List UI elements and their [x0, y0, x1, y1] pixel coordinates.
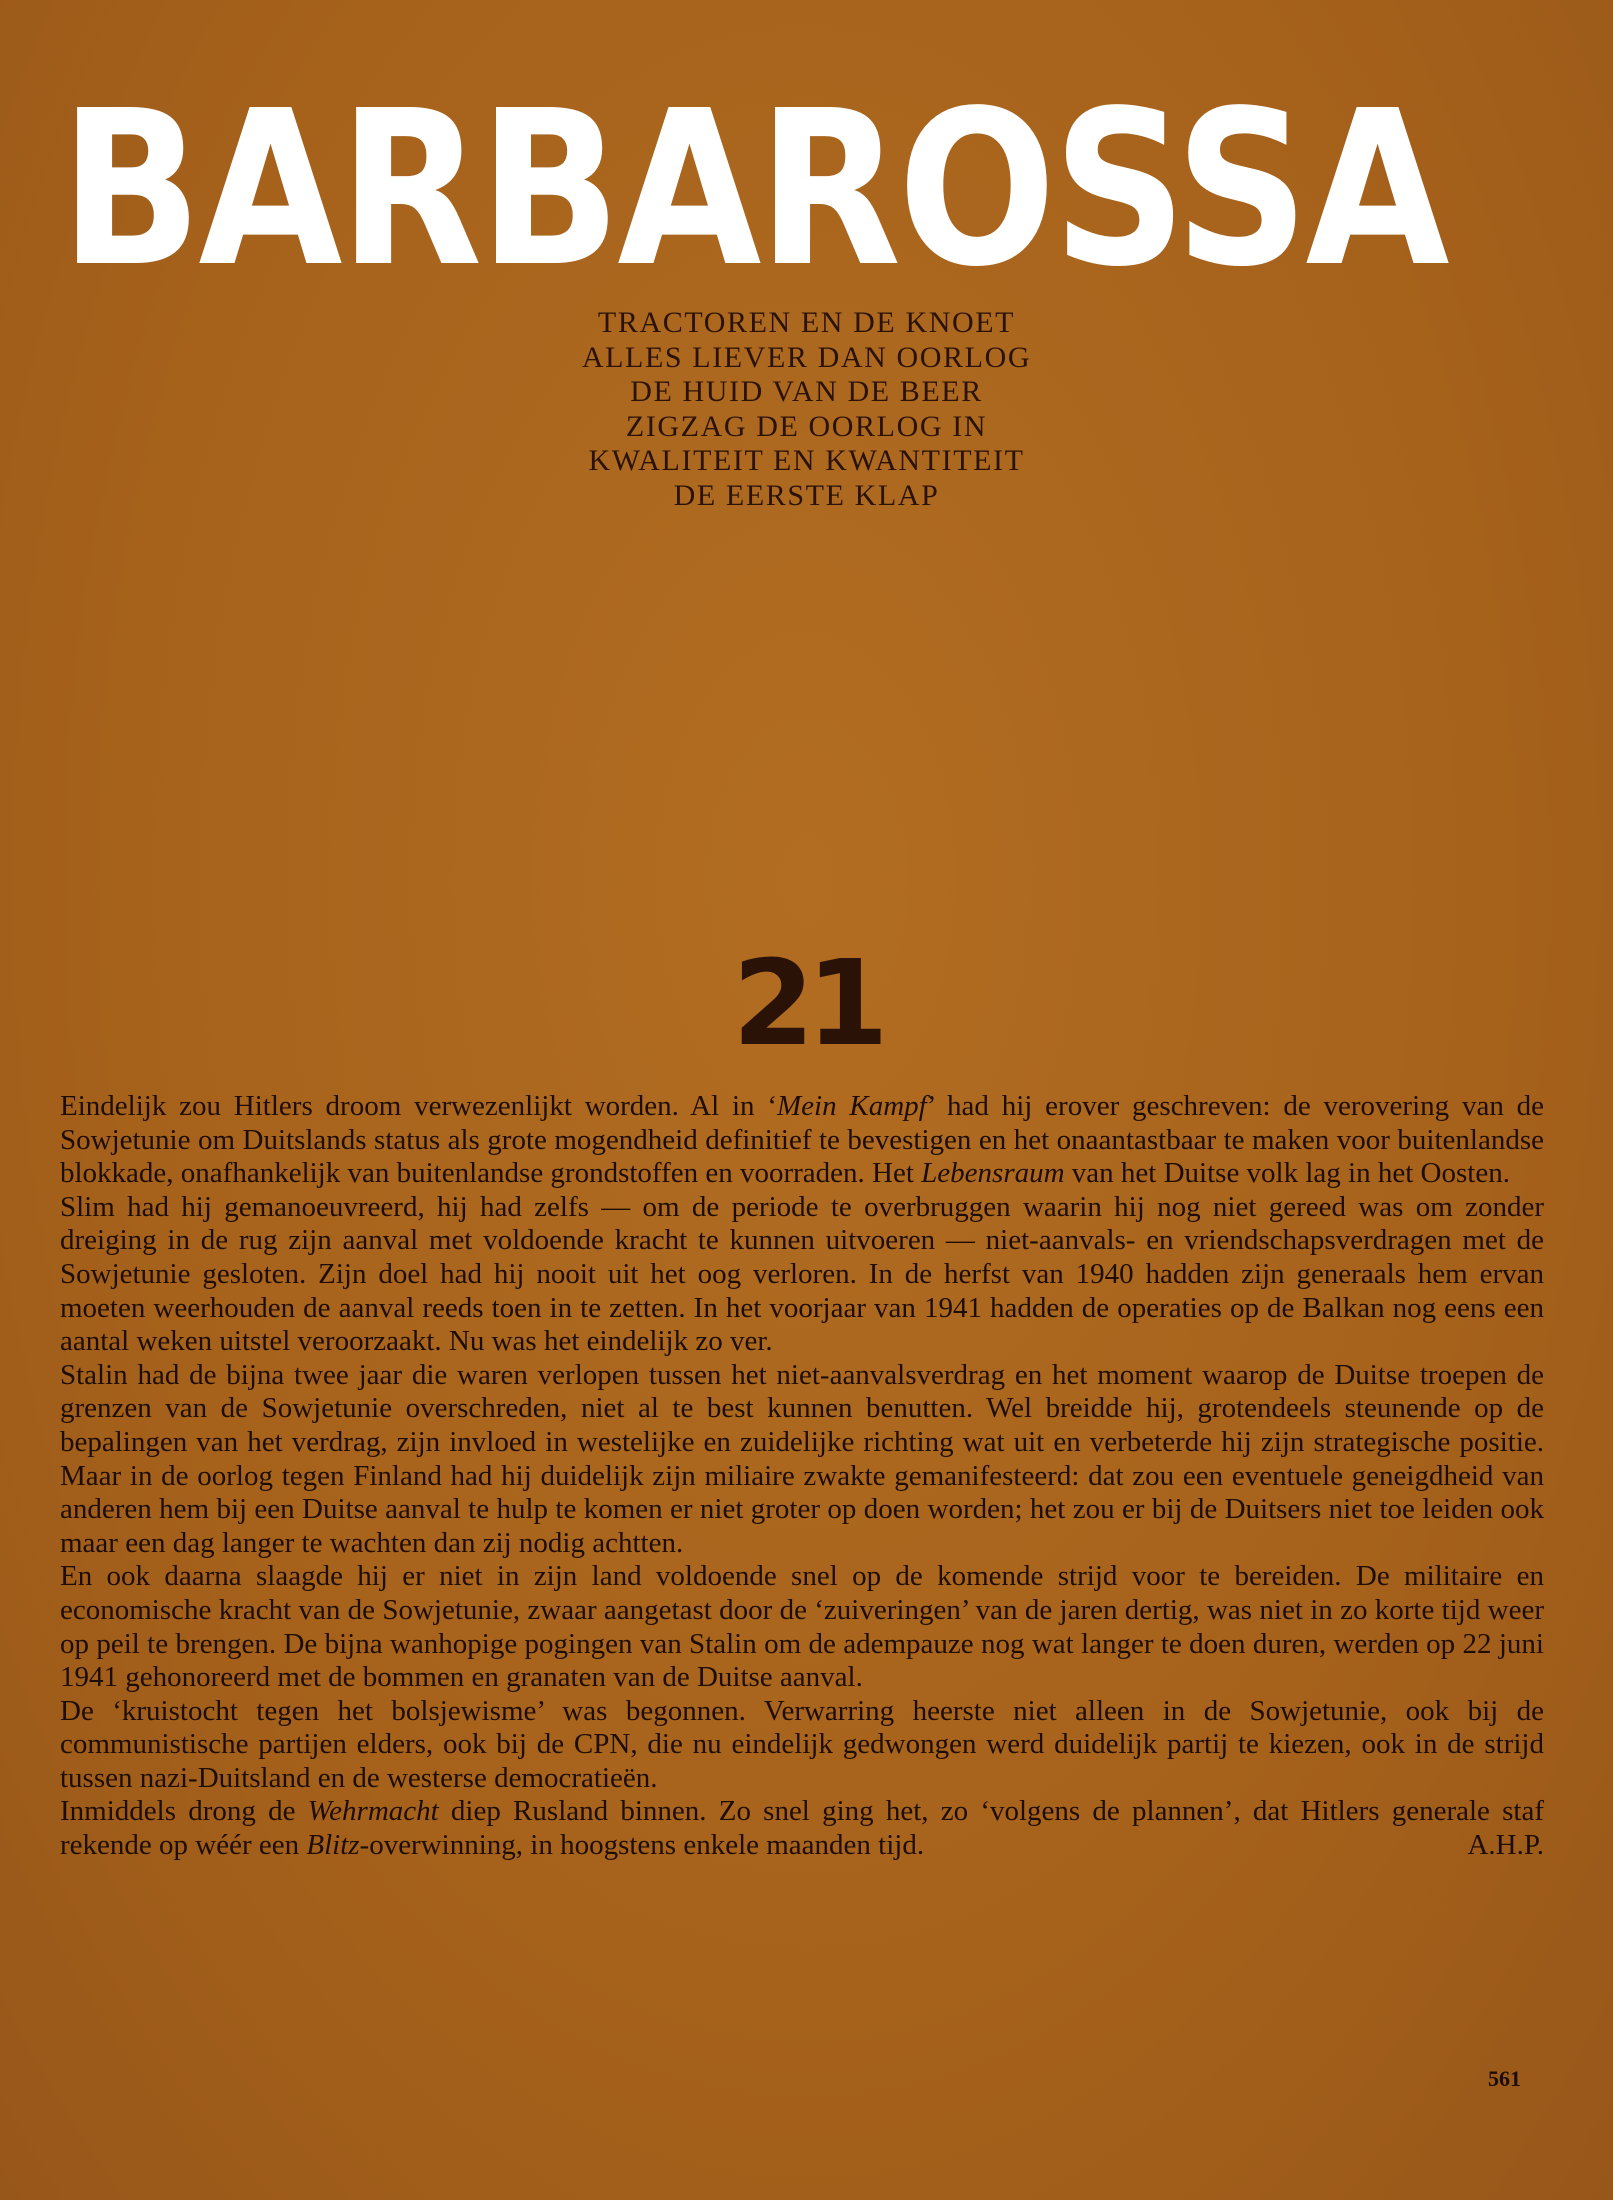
text-run: -overwinning, in hoogstens enkele maanden tijd. — [359, 1829, 925, 1862]
page-number: 561 — [1488, 2066, 1521, 2091]
paragraph: En ook daarna slaagde hij er niet in zijn land voldoende snel op de komende strijd voor te bereiden. De militaire en economische kracht van de Sowjetunie, zwaar aangetast door de ‘zuiveringen’ van de jaren dertig, was niet in zo korte tijd weer op peil te brengen. De bijna wanhopige pogingen van Stalin om de adempauze nog wat langer te doen duren, werden op 22 juni 1941 gehonoreerd met de bommen en granaten van de Duitse aanval. — [60, 1560, 1544, 1694]
article-body — [60, 1090, 1544, 1863]
italic-term: Mein Kampf — [776, 1090, 927, 1122]
issue-number: 21 — [732, 934, 881, 1072]
text-run: ’ had hij erover geschreven: de verovering van de Sowjetunie om Duitslands status als grote mogendheid definitief te bevestigen en het onaantastbaar te maken voor buitenlandse blokkade, onafhankelijk van buitenlandse grondstoffen en voorraden. Het — [60, 1090, 1544, 1190]
paragraph — [60, 1795, 1544, 1862]
text-run: diep Rusland binnen. Zo snel ging het, zo ‘volgens de plannen’, dat Hitlers generale staf rekende op wéér een — [60, 1795, 1545, 1862]
text-run: van het Duitse volk lag in het Oosten. — [1064, 1157, 1510, 1190]
italic-term: Blitz — [306, 1829, 360, 1862]
masthead-title: BARBAROSSA — [60, 65, 1447, 314]
paragraph: Slim had hij gemanoeuvreerd, hij had zelfs — om de periode te overbruggen waarin hij nog niet gereed was om zonder dreiging in de rug zijn aanval met voldoende kracht te kunnen uitvoeren — niet-aanvals- en vriendschapsverdragen met de Sowjetunie gesloten. Zijn doel had hij nooit uit het oog verloren. In de herfst van 1940 hadden zijn generaals hem ervan moeten weerhouden de aanval reeds toen in te zetten. In het voorjaar van 1941 hadden de operaties op de Balkan nog eens een aantal weken uitstel veroorzaakt. Nu was het eindelijk zo ver. — [60, 1190, 1544, 1358]
contents-item: DE EERSTE KLAP — [673, 478, 940, 512]
paragraph: Stalin had de bijna twee jaar die waren verlopen tussen het niet-aanvalsverdrag en het moment waarop de Duitse troepen de grenzen van de Sowjetunie overschreden, niet al te best kunnen benutten. Wel breidde hij, grotendeels steunende op de bepalingen van het verdrag, zijn invloed in westelijke en zuidelijke richting wat uit en verbeterde hij zijn strategische positie. Maar in de oorlog tegen Finland had hij duidelijk zijn miliaire zwakte gemanifesteerd: dat zou een eventuele geneigdheid van anderen hem bij een Duitse aanval te hulp te komen er niet groter op doen worden; het zou er bij de Duitsers niet toe leiden ook maar een dag langer te wachten dan zij nodig achtten. — [60, 1358, 1544, 1559]
contents-item: KWALITEIT EN KWANTITEIT — [588, 444, 1025, 478]
text-run: Eindelijk zou Hitlers droom verwezenlijkt worden. Al in ‘ — [60, 1090, 777, 1122]
contents-item: ALLES LIEVER DAN OORLOG — [581, 340, 1032, 374]
italic-term: Wehrmacht — [307, 1795, 439, 1828]
contents-item: TRACTOREN EN DE KNOET — [597, 306, 1016, 339]
author-signature: A.H.P. — [1467, 1829, 1544, 1862]
contents-item: ZIGZAG DE OORLOG IN — [625, 409, 988, 443]
contents-item: DE HUID VAN DE BEER — [630, 375, 983, 409]
contents-list — [0, 306, 1613, 514]
paragraph — [60, 1090, 1544, 1191]
italic-term: Lebensraum — [921, 1157, 1065, 1190]
text-run: Inmiddels drong de — [60, 1795, 308, 1828]
paragraph: De ‘kruistocht tegen het bolsjewisme’ was begonnen. Verwarring heerste niet alleen in de Sowjetunie, ook bij de communistische partijen elders, ook bij de CPN, die nu eindelijk gedwongen werd duidelijk partij te kiezen, ook in de strijd tussen nazi-Duitsland en de westerse democratieën. — [60, 1694, 1544, 1794]
